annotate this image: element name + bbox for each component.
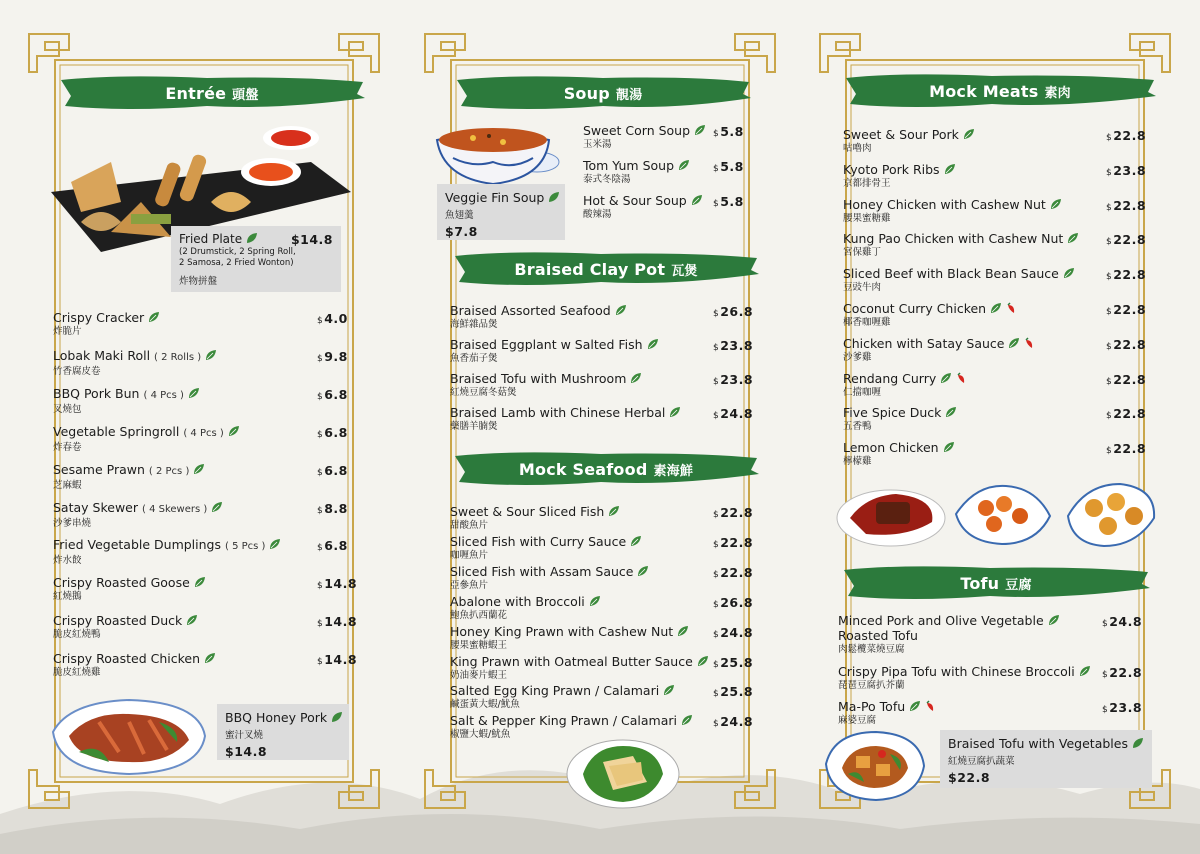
item-name: Sliced Beef with Black Bean Sauce <box>843 266 1059 282</box>
item-name: Ma-Po Tofu <box>838 699 906 714</box>
item-name: Sweet & Sour Pork <box>843 127 959 142</box>
item-name: Sweet & Sour Sliced Fish <box>450 504 605 519</box>
menu-item <box>843 197 1062 225</box>
entree-header <box>57 74 367 112</box>
item-name-line2: Roasted Tofu <box>838 628 918 643</box>
feature-name: Fried Plate <box>179 232 243 246</box>
menu-item <box>53 613 198 641</box>
vegan-icon <box>204 652 216 664</box>
feature-price: 14.8 <box>300 232 333 247</box>
item-price: $22.8 <box>1106 232 1147 248</box>
item-price: $14.8 <box>317 652 358 668</box>
item-name: Minced Pork and Olive Vegetable <box>838 613 1044 628</box>
item-price: $25.8 <box>713 684 754 700</box>
vegan-icon <box>990 302 1002 314</box>
mock-meats-header <box>842 72 1158 110</box>
item-price: $23.8 <box>1102 700 1143 715</box>
vegan-icon <box>940 372 952 384</box>
item-price: $8.8 <box>317 500 348 516</box>
feature-price: 22.8 <box>957 770 991 785</box>
item-name-zh: 腰果蜜糖雞 <box>843 212 891 224</box>
menu-item <box>450 405 681 433</box>
menu-item <box>843 440 955 468</box>
item-name: Fried Vegetable Dumplings <box>53 537 221 553</box>
menu-item <box>583 193 703 221</box>
menu-item <box>450 624 689 652</box>
item-name: Crispy Pipa Tofu with Chinese Broccoli <box>838 664 1075 679</box>
item-name-zh: 玉米湯 <box>583 139 612 150</box>
item-price: $23.8 <box>713 372 754 387</box>
vegan-icon <box>694 124 706 136</box>
item-name: Braised Eggplant w Salted Fish <box>450 337 643 352</box>
item-name: Honey King Prawn with Cashew Nut <box>450 623 674 639</box>
item-name: Crispy Roasted Duck <box>53 613 183 629</box>
menu-item <box>450 564 649 592</box>
feature-name: Veggie Fin Soup <box>445 190 545 205</box>
item-price: $22.8 <box>1106 128 1147 143</box>
vegan-icon <box>943 441 955 453</box>
section-title-zh: 頭盤 <box>232 87 259 103</box>
menu-item <box>843 231 1079 259</box>
item-price: $4.0 <box>317 311 348 326</box>
menu-item <box>843 371 967 399</box>
item-price: $24.8 <box>713 624 754 640</box>
vegan-icon <box>647 338 659 350</box>
item-name-zh: 脆皮紅燒雞 <box>53 667 101 679</box>
item-price: $6.8 <box>317 424 348 440</box>
item-name-zh: 沙爹串燒 <box>53 517 92 529</box>
chili-icon <box>924 700 936 712</box>
feature-details: (2 Drumstick, 2 Spring Roll, <box>179 247 296 257</box>
vegan-icon <box>630 372 642 384</box>
item-name: Abalone with Broccoli <box>450 593 585 609</box>
menu-item <box>843 301 1017 329</box>
feature-details-2: 2 Samosa, 2 Fried Wonton) <box>179 258 294 268</box>
item-name-zh: 檸檬雞 <box>843 456 872 468</box>
vegan-icon <box>944 163 956 175</box>
feature-name: Braised Tofu with Vegetables <box>948 736 1128 751</box>
bbq-honey-pork-photo <box>49 692 209 777</box>
feature-price: 14.8 <box>234 744 268 759</box>
menu-item <box>53 651 216 679</box>
section-title: Entrée <box>165 83 227 103</box>
item-name: Sliced Fish with Assam Sauce <box>450 563 634 579</box>
item-name: Lobak Maki Roll <box>53 347 151 363</box>
item-name-zh: 叉燒包 <box>53 403 82 415</box>
clay-pot-header <box>451 250 761 288</box>
menu-item <box>843 162 956 190</box>
vegan-icon <box>1132 737 1144 749</box>
item-name: Crispy Roasted Chicken <box>53 651 201 667</box>
item-price: $22.8 <box>1106 302 1147 317</box>
vegan-icon <box>697 655 709 667</box>
item-price: $5.8 <box>713 124 744 139</box>
item-name-zh: 宮保雞丁 <box>843 247 882 259</box>
item-name: Crispy Roasted Goose <box>53 575 190 591</box>
item-qty: ( 2 Pcs ) <box>148 465 190 477</box>
fried-plate-feature: Fried Plate $14.8 (2 Drumstick, 2 Spring Roll, 2 Samosa, 2 Fried Wonton) 炸物拼盤 <box>171 226 341 292</box>
item-name: Kyoto Pork Ribs <box>843 161 940 177</box>
item-name: Honey Chicken with Cashew Nut <box>843 196 1046 212</box>
vegan-icon <box>188 387 200 399</box>
item-name-zh: 咖喱魚片 <box>450 549 489 561</box>
menu-item <box>450 534 642 562</box>
menu-item <box>53 500 223 530</box>
item-name: Hot & Sour Soup <box>583 193 687 208</box>
vegan-icon <box>1067 232 1079 244</box>
vegan-icon <box>678 159 690 171</box>
menu-item <box>53 575 206 603</box>
item-name-zh: 酸辣湯 <box>583 209 612 220</box>
item-name: Vegetable Springroll <box>53 423 180 439</box>
item-price: $14.8 <box>317 614 358 630</box>
item-name-zh: 泰式冬陰湯 <box>583 174 631 185</box>
veggie-fin-soup-feature: Veggie Fin Soup 魚翅羹 $7.8 <box>437 184 565 240</box>
soup-header <box>453 74 753 112</box>
vegan-icon <box>205 349 217 361</box>
item-price: $22.8 <box>1106 197 1147 213</box>
feature-name: BBQ Honey Pork <box>225 710 328 725</box>
feature-name-zh: 魚翅羹 <box>445 210 474 221</box>
braised-tofu-photo <box>820 724 930 804</box>
item-price: $14.8 <box>317 576 358 592</box>
item-price: $9.8 <box>317 348 348 364</box>
item-qty: ( 4 Pcs ) <box>143 389 184 401</box>
item-price: $22.8 <box>713 505 754 520</box>
tofu-header <box>840 564 1152 602</box>
menu-item <box>450 504 620 532</box>
menu-item <box>450 303 627 331</box>
item-name-zh: 麻婆豆腐 <box>838 715 877 726</box>
item-name-zh: 芝麻蝦 <box>53 479 82 491</box>
menu-item <box>53 424 240 454</box>
menu-item <box>450 337 659 365</box>
vegan-icon <box>193 463 205 475</box>
item-name: Coconut Curry Chicken <box>843 301 987 316</box>
vegan-icon <box>194 576 206 588</box>
vegan-icon <box>681 714 693 726</box>
item-qty: ( 2 Rolls ) <box>154 351 202 363</box>
item-name-zh: 奶油麥片蝦王 <box>450 669 508 681</box>
item-price: $22.8 <box>1106 406 1147 422</box>
section-title-zh: 豆腐 <box>1005 577 1032 593</box>
item-price: $6.8 <box>317 538 348 554</box>
item-price: $24.8 <box>713 406 754 421</box>
mock-meats-photos <box>836 472 1156 550</box>
section-title: Tofu <box>960 573 1000 593</box>
vegan-icon <box>548 191 560 203</box>
menu-item <box>843 405 957 433</box>
item-name-zh: 豆豉牛肉 <box>843 282 882 294</box>
vegan-icon <box>186 614 198 626</box>
soup-panel <box>423 32 777 810</box>
item-name-zh: 竹香腐皮卷 <box>53 365 101 377</box>
vegan-icon <box>246 232 258 244</box>
menu-item <box>843 127 975 155</box>
item-price: $23.8 <box>1106 162 1147 178</box>
menu-item <box>838 699 936 727</box>
item-price: $26.8 <box>713 594 754 610</box>
vegan-icon <box>945 406 957 418</box>
item-price: $6.8 <box>317 462 348 478</box>
item-name-zh: 炸脆片 <box>53 326 82 337</box>
item-qty: ( 4 Pcs ) <box>183 427 224 439</box>
item-price: $22.8 <box>1106 441 1147 457</box>
menu-item <box>843 266 1075 294</box>
vegan-icon <box>1079 665 1091 677</box>
item-name: Salted Egg King Prawn / Calamari <box>450 683 660 699</box>
soup-bowl-photo <box>433 118 563 188</box>
item-name: Braised Tofu with Mushroom <box>450 371 627 386</box>
item-name-zh: 五香鴨 <box>843 421 872 433</box>
item-name: Sesame Prawn <box>53 461 145 477</box>
mock-seafood-header <box>451 450 761 488</box>
item-name-zh: 亞參魚片 <box>450 579 489 591</box>
entree-panel <box>27 32 381 810</box>
item-name: Salt & Pepper King Prawn / Calamari <box>450 713 678 729</box>
item-name-zh: 琵琶豆腐扒芥蘭 <box>838 680 905 691</box>
menu-item <box>838 613 1060 656</box>
item-name-zh: 炸水餃 <box>53 555 82 567</box>
feature-name-zh: 紅燒豆腐扒蔬菜 <box>948 756 1015 767</box>
item-name-zh: 炸春卷 <box>53 441 82 453</box>
menu-item <box>450 594 601 622</box>
abalone-broccoli-photo <box>563 732 683 812</box>
vegan-icon <box>663 684 675 696</box>
item-price: $22.8 <box>1106 336 1147 352</box>
item-price: $24.8 <box>713 714 754 730</box>
vegan-icon <box>691 194 703 206</box>
section-title-zh: 靚湯 <box>615 87 643 103</box>
vegan-icon <box>669 406 681 418</box>
bbq-honey-pork-feature: BBQ Honey Pork 蜜汁叉燒 $14.8 <box>217 704 349 760</box>
menu-item <box>450 683 675 711</box>
vegan-icon <box>1050 198 1062 210</box>
item-name-zh: 椒鹽大蝦/魷魚 <box>450 729 511 741</box>
item-name-zh: 京都排骨王 <box>843 177 891 189</box>
vegan-icon <box>1063 267 1075 279</box>
item-price: $26.8 <box>713 304 754 319</box>
vegan-icon <box>1008 337 1020 349</box>
item-name-zh: 咕嚕肉 <box>843 143 872 154</box>
item-name: Braised Assorted Seafood <box>450 303 611 318</box>
item-name: Five Spice Duck <box>843 405 942 421</box>
menu-item <box>843 336 1035 364</box>
item-price: $22.8 <box>1106 267 1147 283</box>
item-price: $22.8 <box>1102 665 1143 680</box>
menu-item <box>53 348 217 378</box>
menu-item <box>583 158 690 186</box>
menu-item <box>53 537 281 567</box>
vegan-icon <box>589 595 601 607</box>
item-name-zh: 紅燒鵝 <box>53 591 82 603</box>
feature-name-zh: 蜜汁叉燒 <box>225 730 264 741</box>
item-price: $5.8 <box>713 194 744 209</box>
item-name: Satay Skewer <box>53 499 138 515</box>
item-qty: ( 4 Skewers ) <box>142 503 208 515</box>
menu-item <box>450 371 642 399</box>
vegan-icon <box>677 625 689 637</box>
feature-name-zh: 炸物拼盤 <box>179 276 218 287</box>
vegan-icon <box>630 535 642 547</box>
item-price: $6.8 <box>317 386 348 402</box>
item-qty: ( 5 Pcs ) <box>225 541 266 553</box>
vegan-icon <box>211 501 223 513</box>
item-name-zh: 沙爹雞 <box>843 351 872 363</box>
menu-item <box>53 386 200 416</box>
menu-item <box>53 462 205 492</box>
item-price: $25.8 <box>713 654 754 670</box>
item-name-zh: 鹹蛋黃大蝦/魷魚 <box>450 699 520 711</box>
item-name-zh: 仁擋咖喱 <box>843 386 882 398</box>
item-name-zh: 魚香茄子煲 <box>450 353 498 364</box>
item-name: Rendang Curry <box>843 370 937 386</box>
item-name-zh: 椰香咖喱雞 <box>843 317 891 328</box>
item-name: King Prawn with Oatmeal Butter Sauce <box>450 653 693 669</box>
item-price: $22.8 <box>713 564 754 580</box>
item-name: Crispy Cracker <box>53 310 145 325</box>
section-title-zh: 素海鮮 <box>653 463 694 479</box>
vegan-icon <box>148 311 160 323</box>
vegan-icon <box>331 711 343 723</box>
chili-icon <box>1005 302 1017 314</box>
item-name-zh: 腰果蜜糖蝦王 <box>450 639 508 651</box>
item-name: Tom Yum Soup <box>583 158 675 173</box>
item-price: $22.8 <box>1106 371 1147 387</box>
item-price: $23.8 <box>713 338 754 353</box>
item-name: Braised Lamb with Chinese Herbal <box>450 405 666 420</box>
item-name-zh: 甜酸魚片 <box>450 520 489 531</box>
section-title: Mock Seafood <box>518 459 648 479</box>
vegan-icon <box>637 565 649 577</box>
item-name-zh: 鮑魚扒西蘭花 <box>450 609 508 621</box>
feature-price: 7.8 <box>454 224 478 239</box>
menu-item <box>450 654 709 682</box>
item-name-zh: 藥膳羊腩煲 <box>450 421 498 432</box>
chili-icon <box>955 372 967 384</box>
menu-item <box>583 123 706 151</box>
vegan-icon <box>269 538 281 550</box>
chili-icon <box>1023 337 1035 349</box>
item-name: Sweet Corn Soup <box>583 123 691 138</box>
item-price: $24.8 <box>1102 614 1143 629</box>
mock-meats-panel <box>818 32 1172 810</box>
item-name: BBQ Pork Bun <box>53 385 140 401</box>
section-title-zh: 素肉 <box>1044 85 1071 101</box>
item-name-zh: 紅燒豆腐冬菇煲 <box>450 387 517 398</box>
item-name-zh: 海鮮雜品煲 <box>450 319 498 330</box>
item-name-zh: 肉鬆欖菜燒豆腐 <box>838 644 905 655</box>
vegan-icon <box>608 505 620 517</box>
item-name: Lemon Chicken <box>843 440 939 456</box>
vegan-icon <box>963 128 975 140</box>
braised-tofu-feature: Braised Tofu with Vegetables 紅燒豆腐扒蔬菜 $22.8 <box>940 730 1152 788</box>
item-name: Sliced Fish with Curry Sauce <box>450 533 627 549</box>
menu-item <box>838 664 1091 692</box>
item-price: $22.8 <box>713 534 754 550</box>
item-name-zh: 脆皮紅燒鴨 <box>53 629 101 641</box>
item-price: $5.8 <box>713 159 744 174</box>
section-title: Mock Meats <box>929 81 1039 101</box>
vegan-icon <box>228 425 240 437</box>
section-title: Soup <box>563 83 610 103</box>
section-title: Braised Clay Pot <box>514 259 666 279</box>
item-name: Chicken with Satay Sauce <box>843 335 1005 351</box>
vegan-icon <box>615 304 627 316</box>
vegan-icon <box>909 700 921 712</box>
section-title-zh: 瓦煲 <box>671 263 698 279</box>
menu-item <box>53 310 160 338</box>
item-name: Kung Pao Chicken with Cashew Nut <box>843 231 1064 247</box>
vegan-icon <box>1048 614 1060 626</box>
